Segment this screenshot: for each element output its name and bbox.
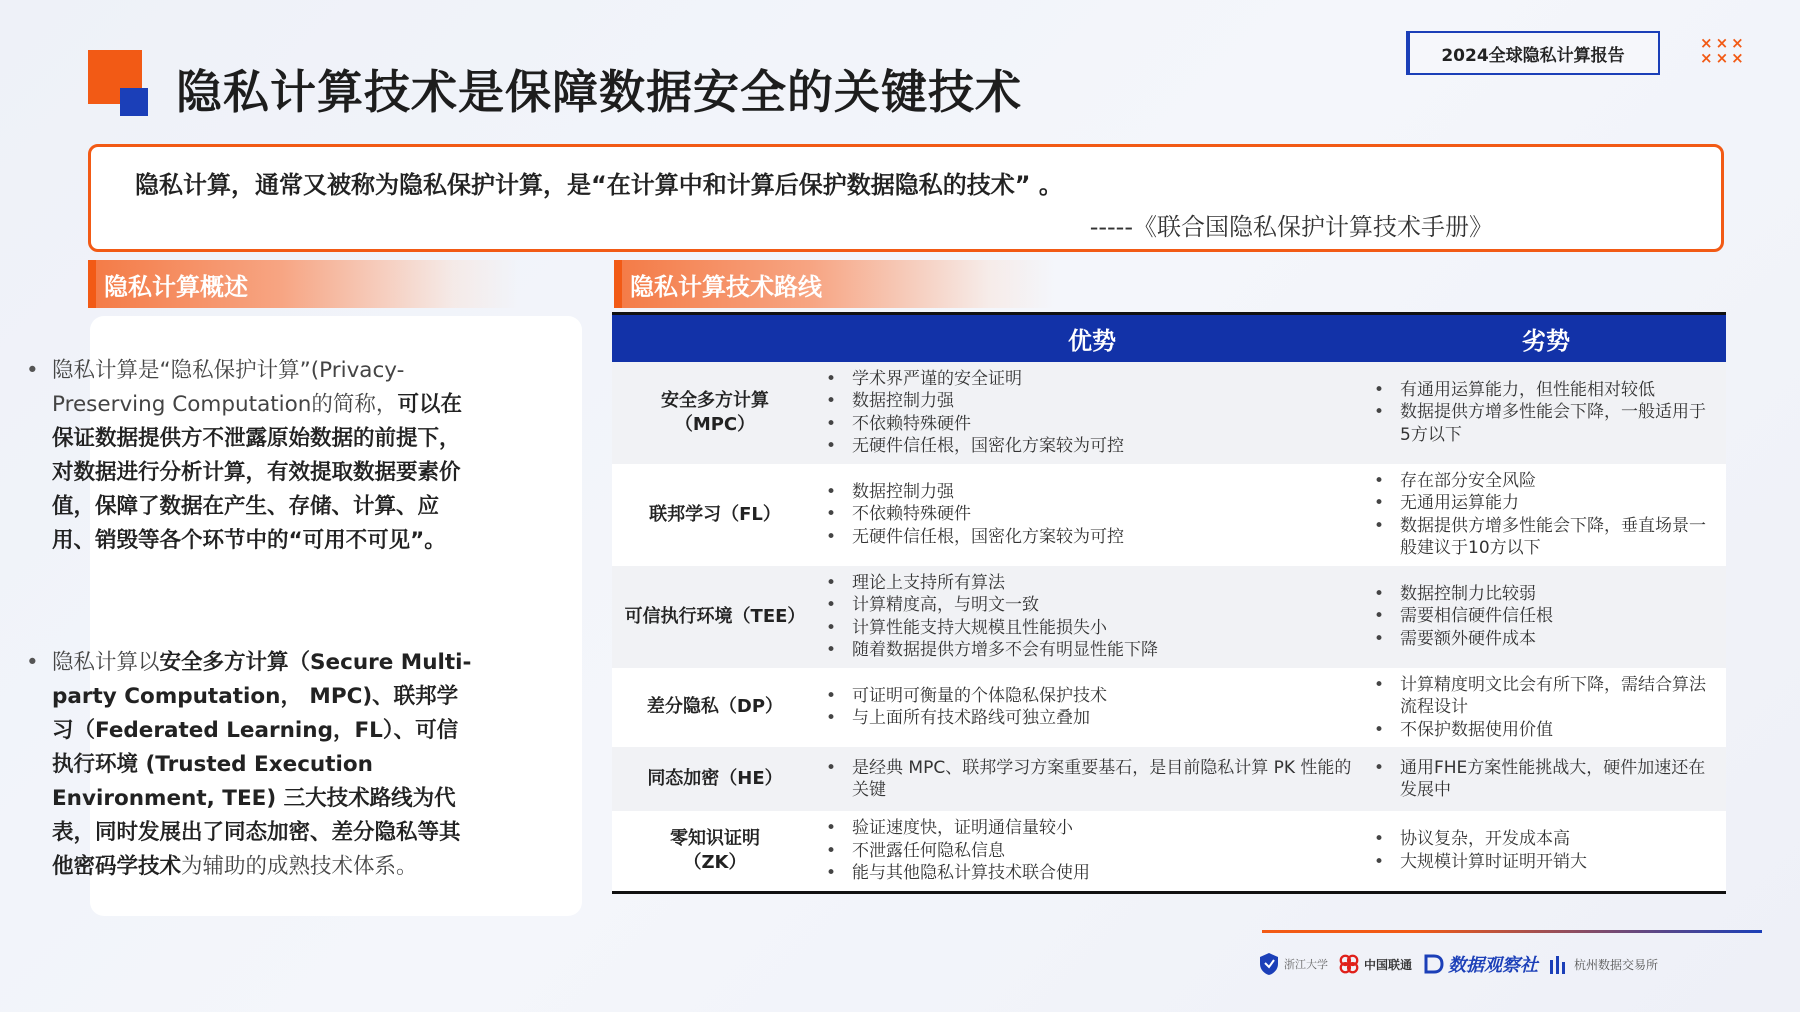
tech-routes-table [612, 312, 1726, 894]
pros-list-item: • 不泄露任何隐私信息 [818, 840, 1356, 863]
cons-list-item: • 数据控制力比较弱 [1366, 583, 1716, 606]
knot-icon [1338, 952, 1360, 976]
pros-list [818, 572, 1356, 662]
table-row [612, 668, 1726, 748]
page-title: 隐私计算技术是保障数据安全的关键技术 [176, 65, 1022, 119]
pros-cell [818, 668, 1366, 748]
cons-list [1366, 379, 1716, 447]
cons-list-item: • 不保护数据使用价值 [1366, 719, 1716, 742]
pros-list-item: • 计算精度高，与明文一致 [818, 594, 1356, 617]
tech-name-cell: 差分隐私（DP） [612, 668, 818, 748]
cons-list-item: • 计算精度明文比会有所下降，需结合算法流程设计 [1366, 674, 1716, 719]
cons-list [1366, 828, 1716, 873]
pros-list-item: • 无硬件信任根，国密化方案较为可控 [818, 435, 1356, 458]
pros-list [818, 481, 1356, 549]
quote-source: -----《联合国隐私保护计算技术手册》 [1089, 213, 1493, 241]
footer-divider [1262, 930, 1762, 933]
data-observer-logo: 数据观察社 [1422, 951, 1538, 977]
cons-list-item: • 数据提供方增多性能会下降，一般适用于5方以下 [1366, 401, 1716, 446]
pros-list [818, 368, 1356, 458]
pros-list-item: • 验证速度快，证明通信量较小 [818, 817, 1356, 840]
overview-item-1-text: 隐私计算是“隐私保护计算”(Privacy-Preserving Computation的简称， [52, 358, 405, 417]
pros-list-item: • 与上面所有技术路线可独立叠加 [818, 707, 1356, 730]
pros-list-item: • 是经典 MPC、联邦学习方案重要基石，是目前隐私计算 PK 性能的关键 [818, 757, 1356, 802]
section-heading-routes: 隐私计算技术路线 [614, 260, 1054, 308]
pros-list [818, 817, 1356, 885]
china-unicom-logo: 中国联通 [1338, 952, 1412, 976]
pros-list-item: • 不依赖特殊硬件 [818, 413, 1356, 436]
hangzhou-exchange-logo: 杭州数据交易所 [1548, 952, 1658, 976]
header-pros: 优势 [818, 314, 1366, 362]
pros-list-item: • 无硬件信任根，国密化方案较为可控 [818, 526, 1356, 549]
pros-list-item: • 随着数据提供方增多不会有明显性能下降 [818, 639, 1356, 662]
tech-name-cell: 安全多方计算 （MPC） [612, 362, 818, 464]
cons-list-item: • 需要相信硬件信任根 [1366, 605, 1716, 628]
cons-cell [1366, 464, 1726, 566]
cross-pattern-icon: ××× ××× [1700, 34, 1747, 67]
tech-name-cell: 可信执行环境（TEE） [612, 566, 818, 668]
table-row [612, 747, 1726, 811]
pros-list-item: • 数据控制力强 [818, 390, 1356, 413]
table-row [612, 362, 1726, 464]
blue-square-shape [120, 88, 148, 116]
pros-cell [818, 566, 1366, 668]
pros-list [818, 685, 1356, 730]
cons-list-item: • 需要额外硬件成本 [1366, 628, 1716, 651]
tech-name-cell: 联邦学习（FL） [612, 464, 818, 566]
brand-logo-mark [88, 50, 148, 116]
cons-list-item: • 大规模计算时证明开销大 [1366, 851, 1716, 874]
bullet-icon: • [26, 358, 39, 383]
cons-cell [1366, 362, 1726, 464]
report-tag: 2024全球隐私计算报告 [1406, 31, 1660, 75]
pros-cell [818, 362, 1366, 464]
pros-list-item: • 数据控制力强 [818, 481, 1356, 504]
cons-list-item: • 通用FHE方案性能挑战大，硬件加速还在发展中 [1366, 757, 1716, 802]
header-blank-cell [612, 314, 818, 362]
pros-list-item: • 不依赖特殊硬件 [818, 503, 1356, 526]
pros-list [818, 757, 1356, 802]
cons-list-item: • 有通用运算能力，但性能相对较低 [1366, 379, 1716, 402]
tech-name-cell: 零知识证明 （ZK） [612, 811, 818, 892]
table-row [612, 464, 1726, 566]
table-row [612, 566, 1726, 668]
overview-item-2-emphasis: 安全多方计算（Secure Multi-party Computation， MPC)、联邦学习（Federated Learning，FL）、可信执行环境 (Trusted Execution Environment, TEE) 三大技术路线为代表，同时发展出了同态加密、差分隐私等其他密码学技术 [52, 650, 472, 879]
bullet-icon: • [26, 650, 39, 675]
table-row [612, 811, 1726, 892]
cons-cell [1366, 811, 1726, 892]
cons-list-item: • 协议复杂，开发成本高 [1366, 828, 1716, 851]
overview-item-1 [26, 354, 476, 558]
cons-list-item: • 存在部分安全风险 [1366, 470, 1716, 493]
cons-list [1366, 583, 1716, 651]
pros-list-item: • 理论上支持所有算法 [818, 572, 1356, 595]
footer-logos [1258, 944, 1768, 984]
table-header-row [612, 314, 1726, 362]
pros-cell [818, 464, 1366, 566]
overview-item-2-tail: 为辅助的成熟技术体系。 [181, 854, 418, 879]
shield-icon [1258, 952, 1280, 976]
cons-cell [1366, 668, 1726, 748]
table-body [612, 362, 1726, 893]
cons-list [1366, 757, 1716, 802]
d-mark-icon [1422, 952, 1444, 976]
pros-cell [818, 747, 1366, 811]
cons-cell [1366, 747, 1726, 811]
pros-cell [818, 811, 1366, 892]
cons-list-item: • 数据提供方增多性能会下降，垂直场景一般建议于10方以下 [1366, 515, 1716, 560]
pros-list-item: • 学术界严谨的安全证明 [818, 368, 1356, 391]
cons-cell [1366, 566, 1726, 668]
pros-list-item: • 可证明可衡量的个体隐私保护技术 [818, 685, 1356, 708]
tech-name-cell: 同态加密（HE） [612, 747, 818, 811]
bars-icon [1548, 952, 1570, 976]
quote-text: 隐私计算，通常又被称为隐私保护计算，是“在计算中和计算后保护数据隐私的技术” 。 [135, 171, 1063, 199]
zju-logo: 浙江大学 [1258, 952, 1328, 976]
overview-item-2 [26, 646, 476, 884]
header-cons: 劣势 [1366, 314, 1726, 362]
cons-list [1366, 470, 1716, 560]
overview-item-1-emphasis: 可以在保证数据提供方不泄露原始数据的前提下，对数据进行分析计算，有效提取数据要素价值，保障了数据在产生、存储、计算、应用、销毁等各个环节中的“可用不可见”。 [52, 392, 462, 553]
definition-quote-box [88, 144, 1724, 252]
overview-item-2-text: 隐私计算以 [52, 650, 160, 675]
pros-list-item: • 计算性能支持大规模且性能损失小 [818, 617, 1356, 640]
cons-list [1366, 674, 1716, 742]
section-heading-overview: 隐私计算概述 [88, 260, 518, 308]
pros-list-item: • 能与其他隐私计算技术联合使用 [818, 862, 1356, 885]
cons-list-item: • 无通用运算能力 [1366, 492, 1716, 515]
